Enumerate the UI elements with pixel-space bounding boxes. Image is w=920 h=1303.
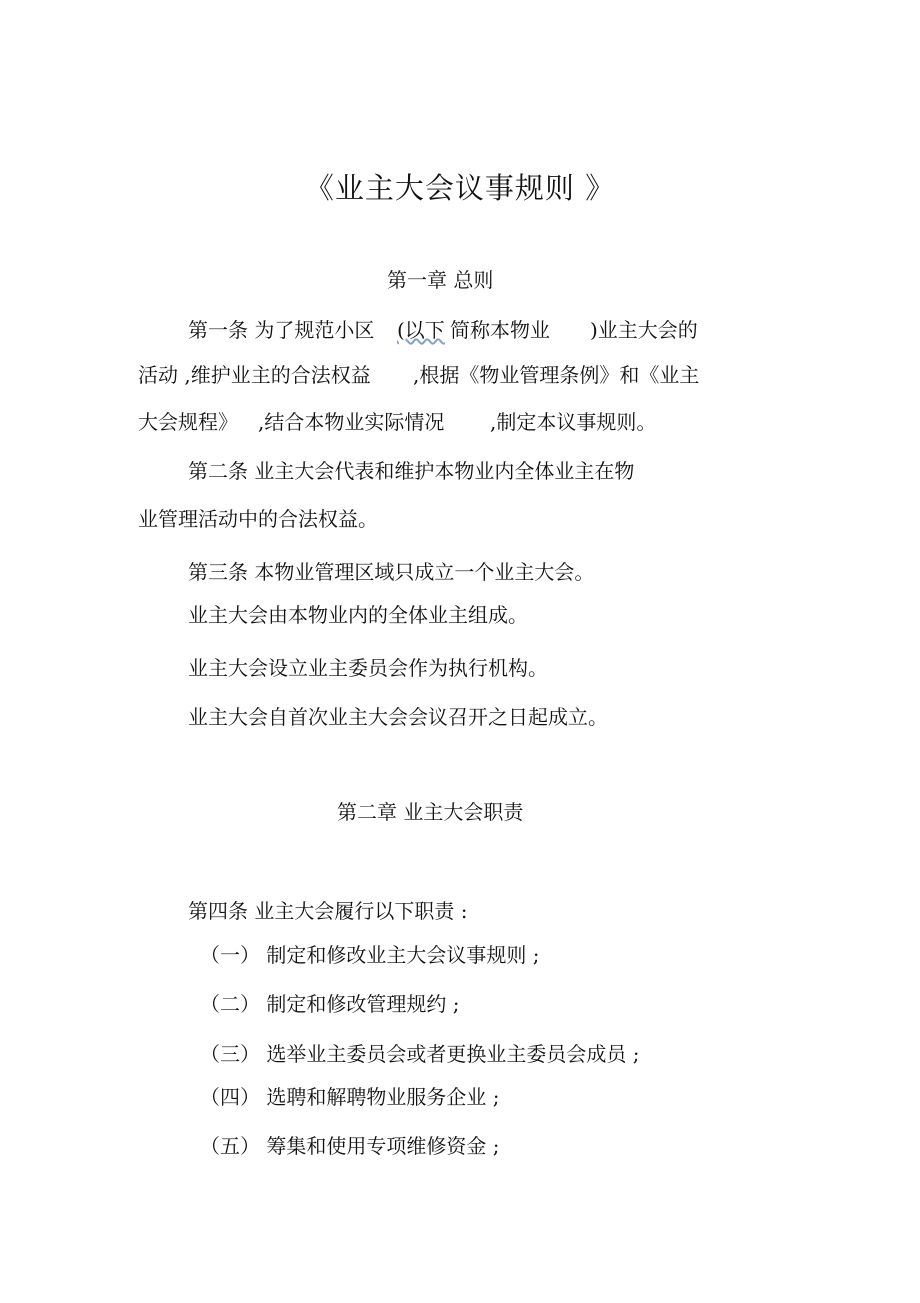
article-1-line-1c: 简称本物业 xyxy=(450,318,550,342)
article-1-line-2b: ,根据《物业管理条例》和《业主 xyxy=(413,363,700,387)
duty-item: （一） 制定和修改业主大会议事规则 ; xyxy=(200,943,540,967)
duty-item: （二） 制定和修改管理规约 ; xyxy=(200,992,460,1016)
duty-item: （三） 选举业主委员会或者更换业主委员会成员 ; xyxy=(200,1042,640,1066)
chapter-2-heading: 第二章 业主大会职责 xyxy=(337,800,524,824)
article-3-line-1: 第三条 本物业管理区域只成立一个业主大会。 xyxy=(188,560,595,584)
article-3-line-4: 业主大会自首次业主大会会议召开之日起成立。 xyxy=(188,705,608,729)
document-title: 《业主大会议事规则 》 xyxy=(304,171,616,205)
article-1-line-3c: ,制定本议事规则。 xyxy=(490,410,657,434)
article-2-line-2: 业管理活动中的合法权益。 xyxy=(138,507,378,531)
article-2-line-1: 第二条 业主大会代表和维护本物业内全体业主在物 xyxy=(188,459,635,483)
article-1-line-2a: 活动 ,维护业主的合法权益 xyxy=(138,363,371,387)
article-1-line-1a: 第一条 为了规范小区 xyxy=(188,318,381,342)
article-1-line-1b: (以下 xyxy=(397,318,445,342)
article-3-line-3: 业主大会设立业主委员会作为执行机构。 xyxy=(188,656,548,680)
duty-item: （四） 选聘和解聘物业服务企业 ; xyxy=(200,1085,500,1109)
article-1-line-3a: 大会规程》 xyxy=(138,410,238,434)
article-1-line-3b: ,结合本物业实际情况 xyxy=(258,410,445,434)
chapter-1-heading: 第一章 总则 xyxy=(387,268,494,292)
article-1-line-1d: )业主大会的 xyxy=(590,318,698,342)
article-4-intro: 第四条 业主大会履行以下职责 : xyxy=(188,899,468,923)
duty-item: （五） 筹集和使用专项维修资金 ; xyxy=(200,1134,500,1158)
article-3-line-2: 业主大会由本物业内的全体业主组成。 xyxy=(188,603,528,627)
